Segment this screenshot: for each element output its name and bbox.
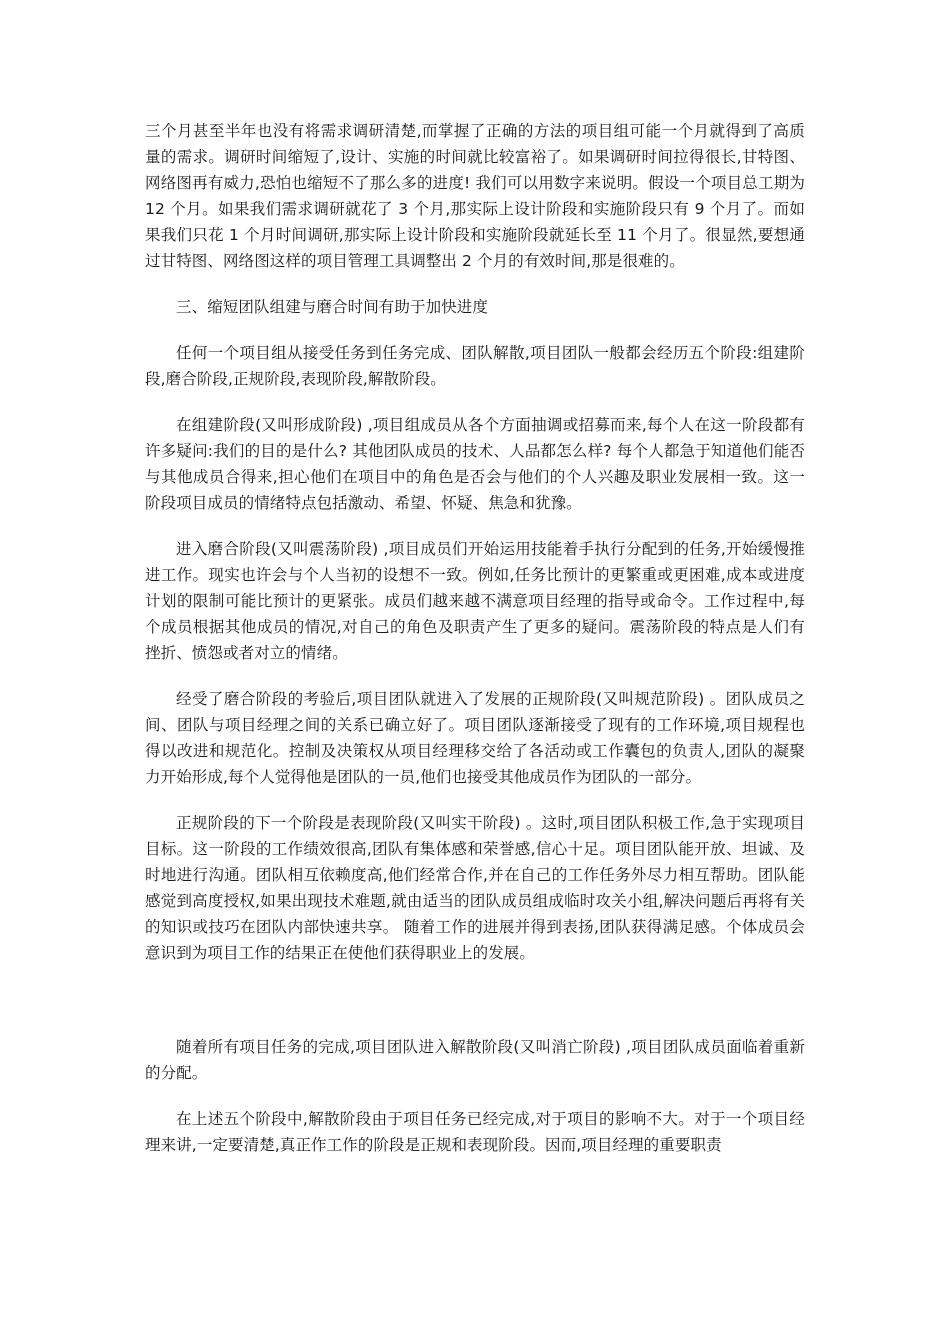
paragraph-intro: 三个月甚至半年也没有将需求调研清楚,而掌握了正确的方法的项目组可能一个月就得到了高质量的需求。调研时间缩短了,设计、实施的时间就比较富裕了。如果调研时间拉得很长,甘特图、网络图再有威力,恐怕也缩短不了那么多的进度! 我们可以用数字来说明。假设一个项目总工期为 12 个月。如果我们需求调研就花了 3 个月,那实际上设计阶段和实施阶段只有 9 个月了。而如果我们只花 1 个月时间调研,那实际上设计阶段和实施阶段就延长至 11 个月了。很显然,要想通过甘特图、网络图这样的项目管理工具调整出 2 个月的有效时间,那是很难的。 bbox=[145, 122, 805, 270]
blank-space bbox=[145, 986, 805, 1034]
paragraph-five-stages: 任何一个项目组从接受任务到任务完成、团队解散,项目团队一般都会经历五个阶段:组建阶段,磨合阶段,正规阶段,表现阶段,解散阶段。 bbox=[145, 344, 805, 388]
paragraph-norming-stage: 经受了磨合阶段的考验后,项目团队就进入了发展的正规阶段(又叫规范阶段) 。团队成员之间、团队与项目经理之间的关系已确立好了。项目团队逐渐接受了现有的工作环境,项目规程也得以改进和规范化。控制及决策权从项目经理移交给了各活动或工作囊包的负责人,团队的凝聚力开始形成,每个人觉得他是团队的一员,他们也接受其他成员作为团队的一部分。 bbox=[145, 690, 805, 786]
paragraph-forming-stage: 在组建阶段(又叫形成阶段) ,项目组成员从各个方面抽调或招募而来,每个人在这一阶段都有许多疑问:我们的目的是什么? 其他团队成员的技术、人品都怎么样? 每个人都急于知道他们能否与其他成员合得来,担心他们在项目中的角色是否会与他们的个人兴趣及职业发展相一致。这一阶段项目成员的情绪特点包括激动、希望、怀疑、焦急和犹豫。 bbox=[145, 416, 805, 512]
paragraph-storming-stage: 进入磨合阶段(又叫震荡阶段) ,项目成员们开始运用技能着手执行分配到的任务,开始缓慢推进工作。现实也许会与个人当初的设想不一致。例如,任务比预计的更繁重或更困难,成本或进度计划的限制可能比预计的更紧张。成员们越来越不满意项目经理的指导或命令。工作过程中,每个成员根据其他成员的情况,对自己的角色及职责产生了更多的疑问。震荡阶段的特点是人们有挫折、愤怨或者对立的情绪。 bbox=[145, 540, 805, 662]
document-body bbox=[145, 118, 805, 1178]
paragraph-adjourning-stage: 随着所有项目任务的完成,项目团队进入解散阶段(又叫消亡阶段) ,项目团队成员面临着重新的分配。 bbox=[145, 1038, 805, 1082]
paragraph-performing-stage: 正规阶段的下一个阶段是表现阶段(又叫实干阶段) 。这时,项目团队积极工作,急于实现项目目标。这一阶段的工作绩效很高,团队有集体感和荣誉感,信心十足。项目团队能开放、坦诚、及时地进行沟通。团队相互依赖度高,他们经常合作,并在自己的工作任务外尽力相互帮助。团队能感觉到高度授权,如果出现技术难题,就由适当的团队成员组成临时攻关小组,解决问题后再将有关的知识或技巧在团队内部快速共享。 随着工作的进展并得到表扬,团队获得满足感。个体成员会意识到为项目工作的结果正在使他们获得职业上的发展。 bbox=[145, 814, 805, 962]
paragraph-summary: 在上述五个阶段中,解散阶段由于项目任务已经完成,对于项目的影响不大。对于一个项目经理来讲,一定要清楚,真正作工作的阶段是正规和表现阶段。因而,项目经理的重要职责 bbox=[145, 1110, 805, 1154]
section-heading: 三、缩短团队组建与磨合时间有助于加快进度 bbox=[176, 298, 489, 316]
